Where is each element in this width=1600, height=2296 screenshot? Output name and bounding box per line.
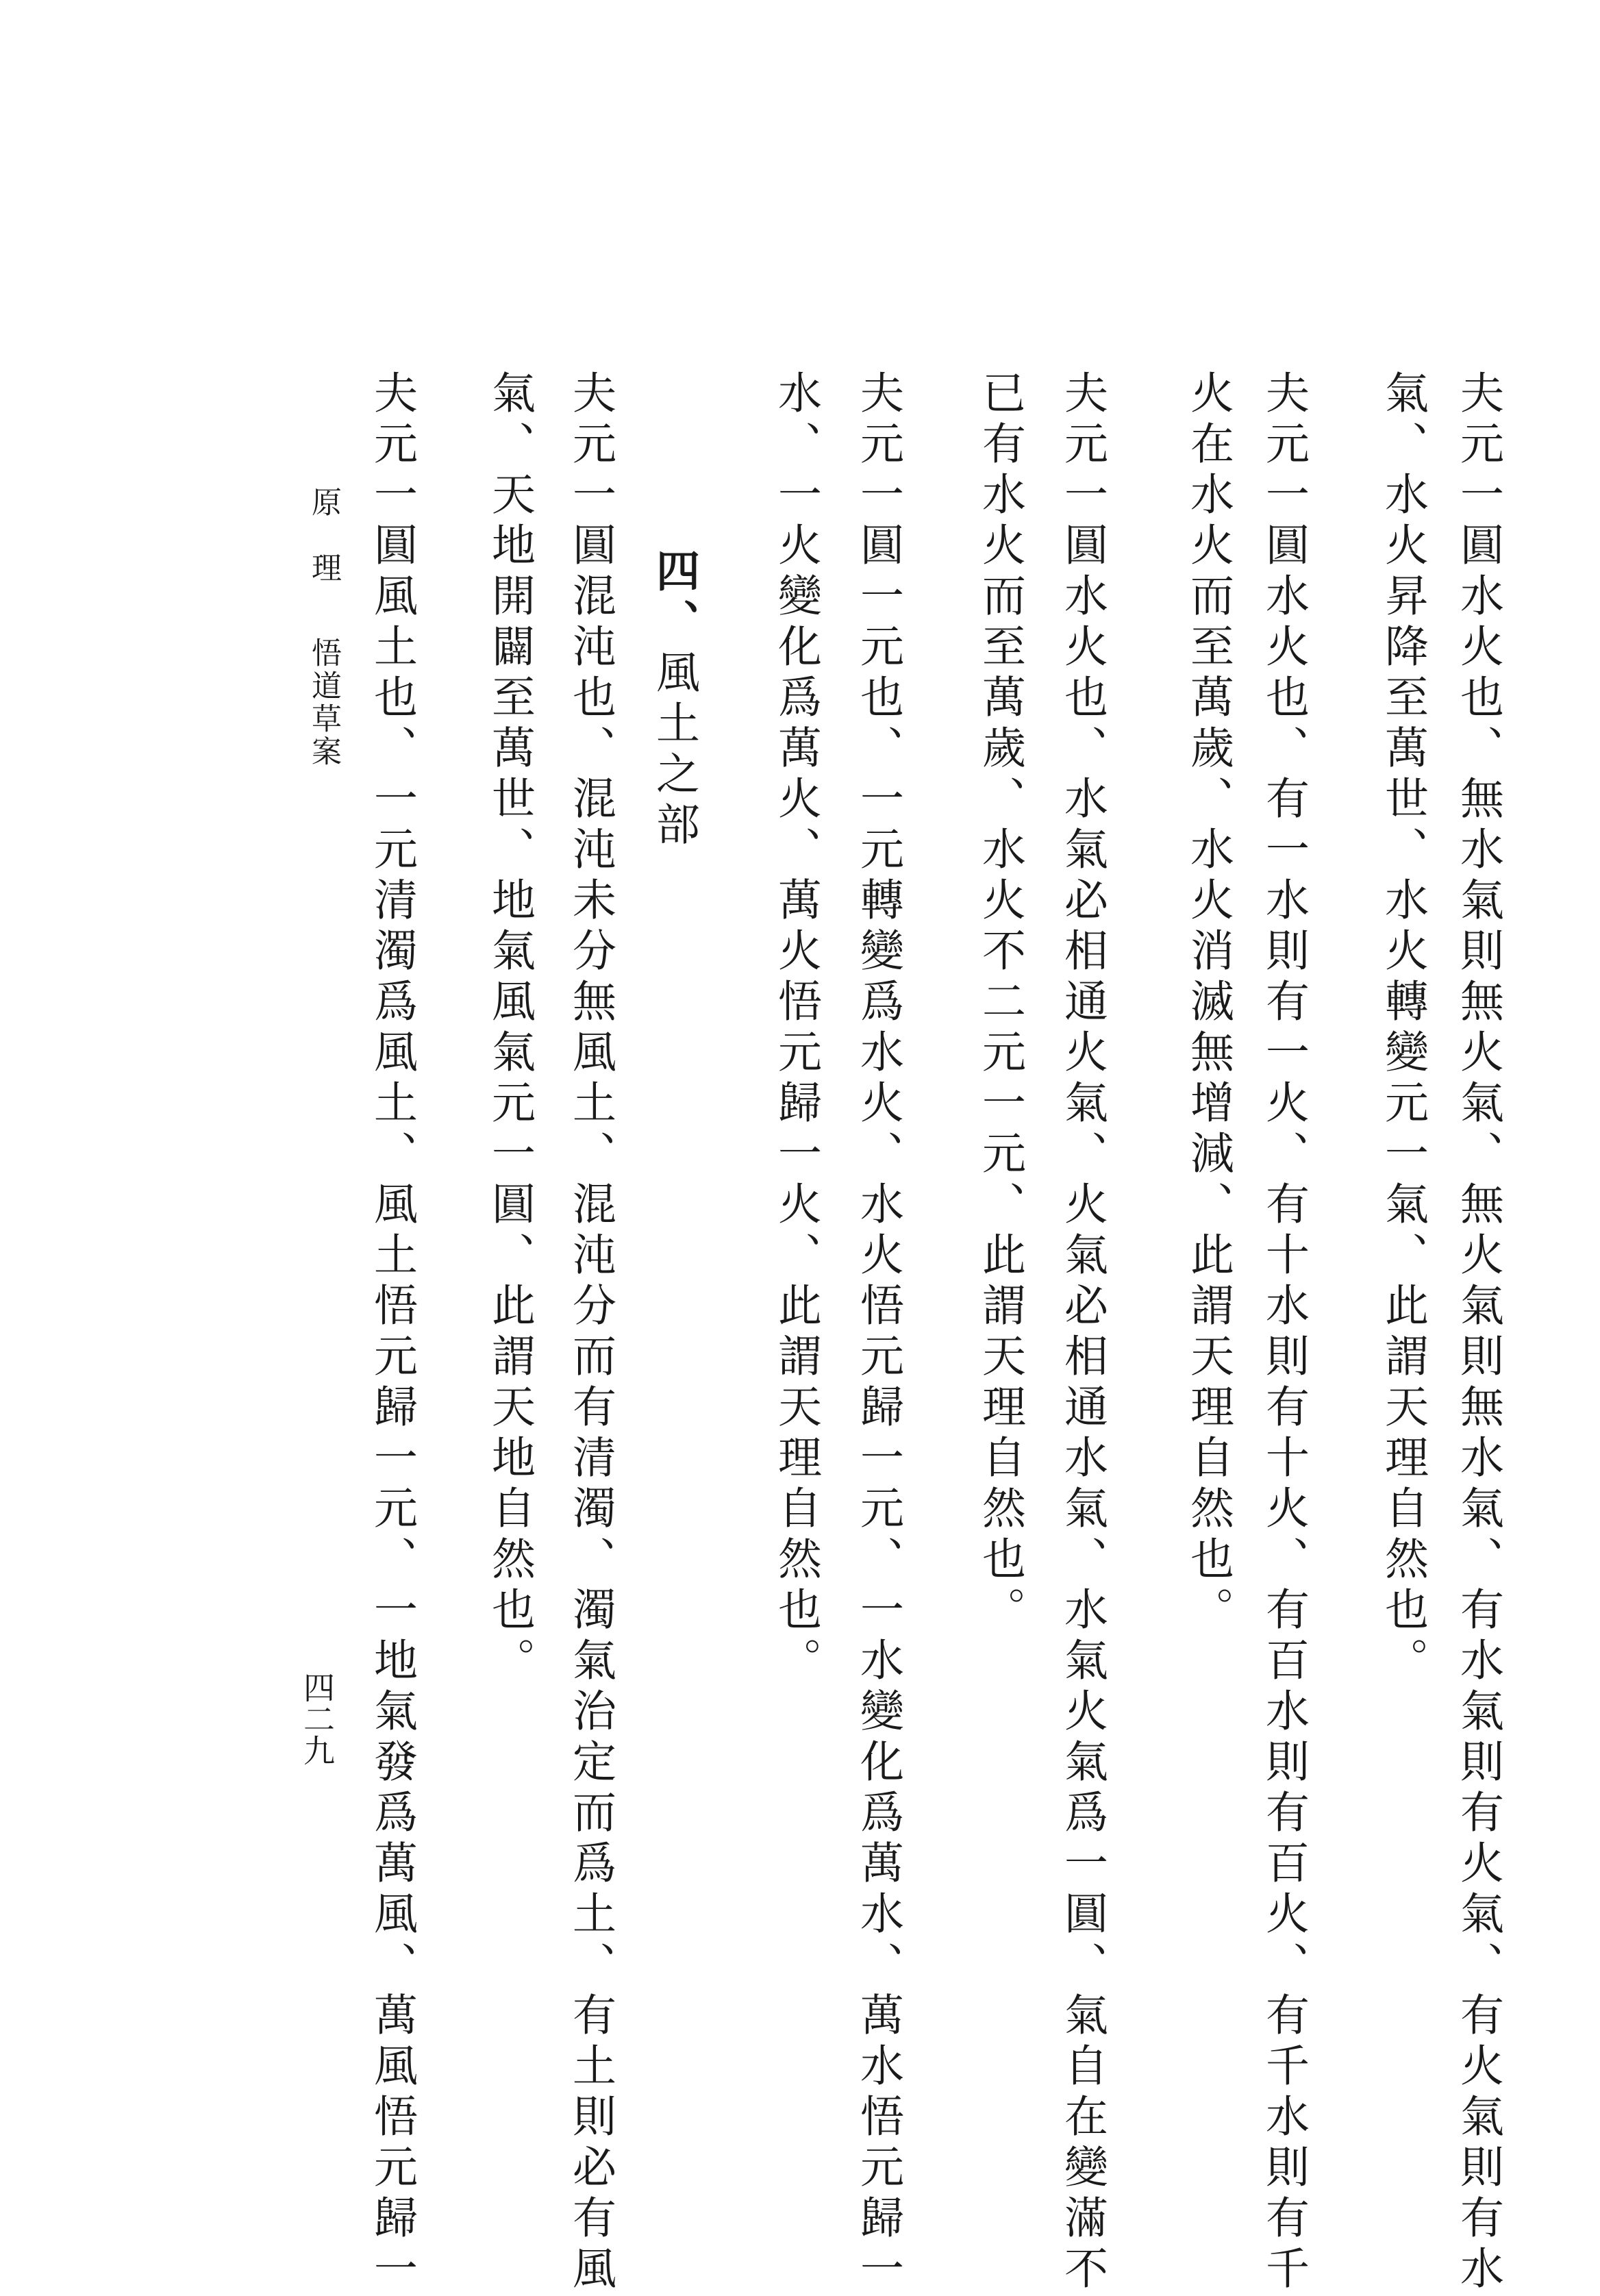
section-number: 四、 (649, 548, 700, 649)
section-heading (649, 548, 700, 852)
running-header-book: 悟道草案 (306, 637, 341, 769)
text-column: 夫元一圓一元也、一元轉變爲水火、水火悟元歸一元、一水變化爲萬水、萬水悟元歸一 (853, 370, 903, 2296)
text-column: 夫元一圓混沌也、混沌未分無風土、混沌分而有清濁、濁氣治定而爲土、有土則必有風 (565, 370, 616, 2296)
page-number: 四二九 (299, 1671, 336, 1766)
text-column: 氣、水火昇降至萬世、水火轉變元一氣、此謂天理自然也。 (1377, 370, 1428, 1688)
text-column: 夫元一圓水火也、無水氣則無火氣、無火氣則無水氣、有水氣則有火氣、有火氣則有水 (1453, 370, 1503, 2296)
text-column: 夫元一圓水火也、水氣必相通火氣、火氣必相通水氣、水氣火氣爲一圓、氣自在變滿不 (1057, 370, 1108, 2296)
text-column: 水、一火變化爲萬火、萬火悟元歸一火、此謂天理自然也。 (771, 370, 821, 1688)
text-column: 夫元一圓水火也、有一水則有一火、有十水則有十火、有百水則有百火、有千水則有千 (1258, 370, 1309, 2296)
text-column: 火在水火而至萬歲、水火消滅無增減、此謂天理自然也。 (1183, 370, 1234, 1637)
running-header-section: 原 理 (306, 486, 341, 585)
text-column: 夫元一圓風土也、一元清濁爲風土、風土悟元歸一元、一地氣發爲萬風、萬風悟元歸一 (366, 370, 417, 2296)
section-title: 風土之部 (649, 649, 699, 852)
text-column: 氣、天地開闢至萬世、地氣風氣元一圓、此謂天地自然也。 (484, 370, 535, 1688)
text-column: 已有水火而至萬歲、水火不二元一元、此謂天理自然也。 (975, 370, 1025, 1637)
